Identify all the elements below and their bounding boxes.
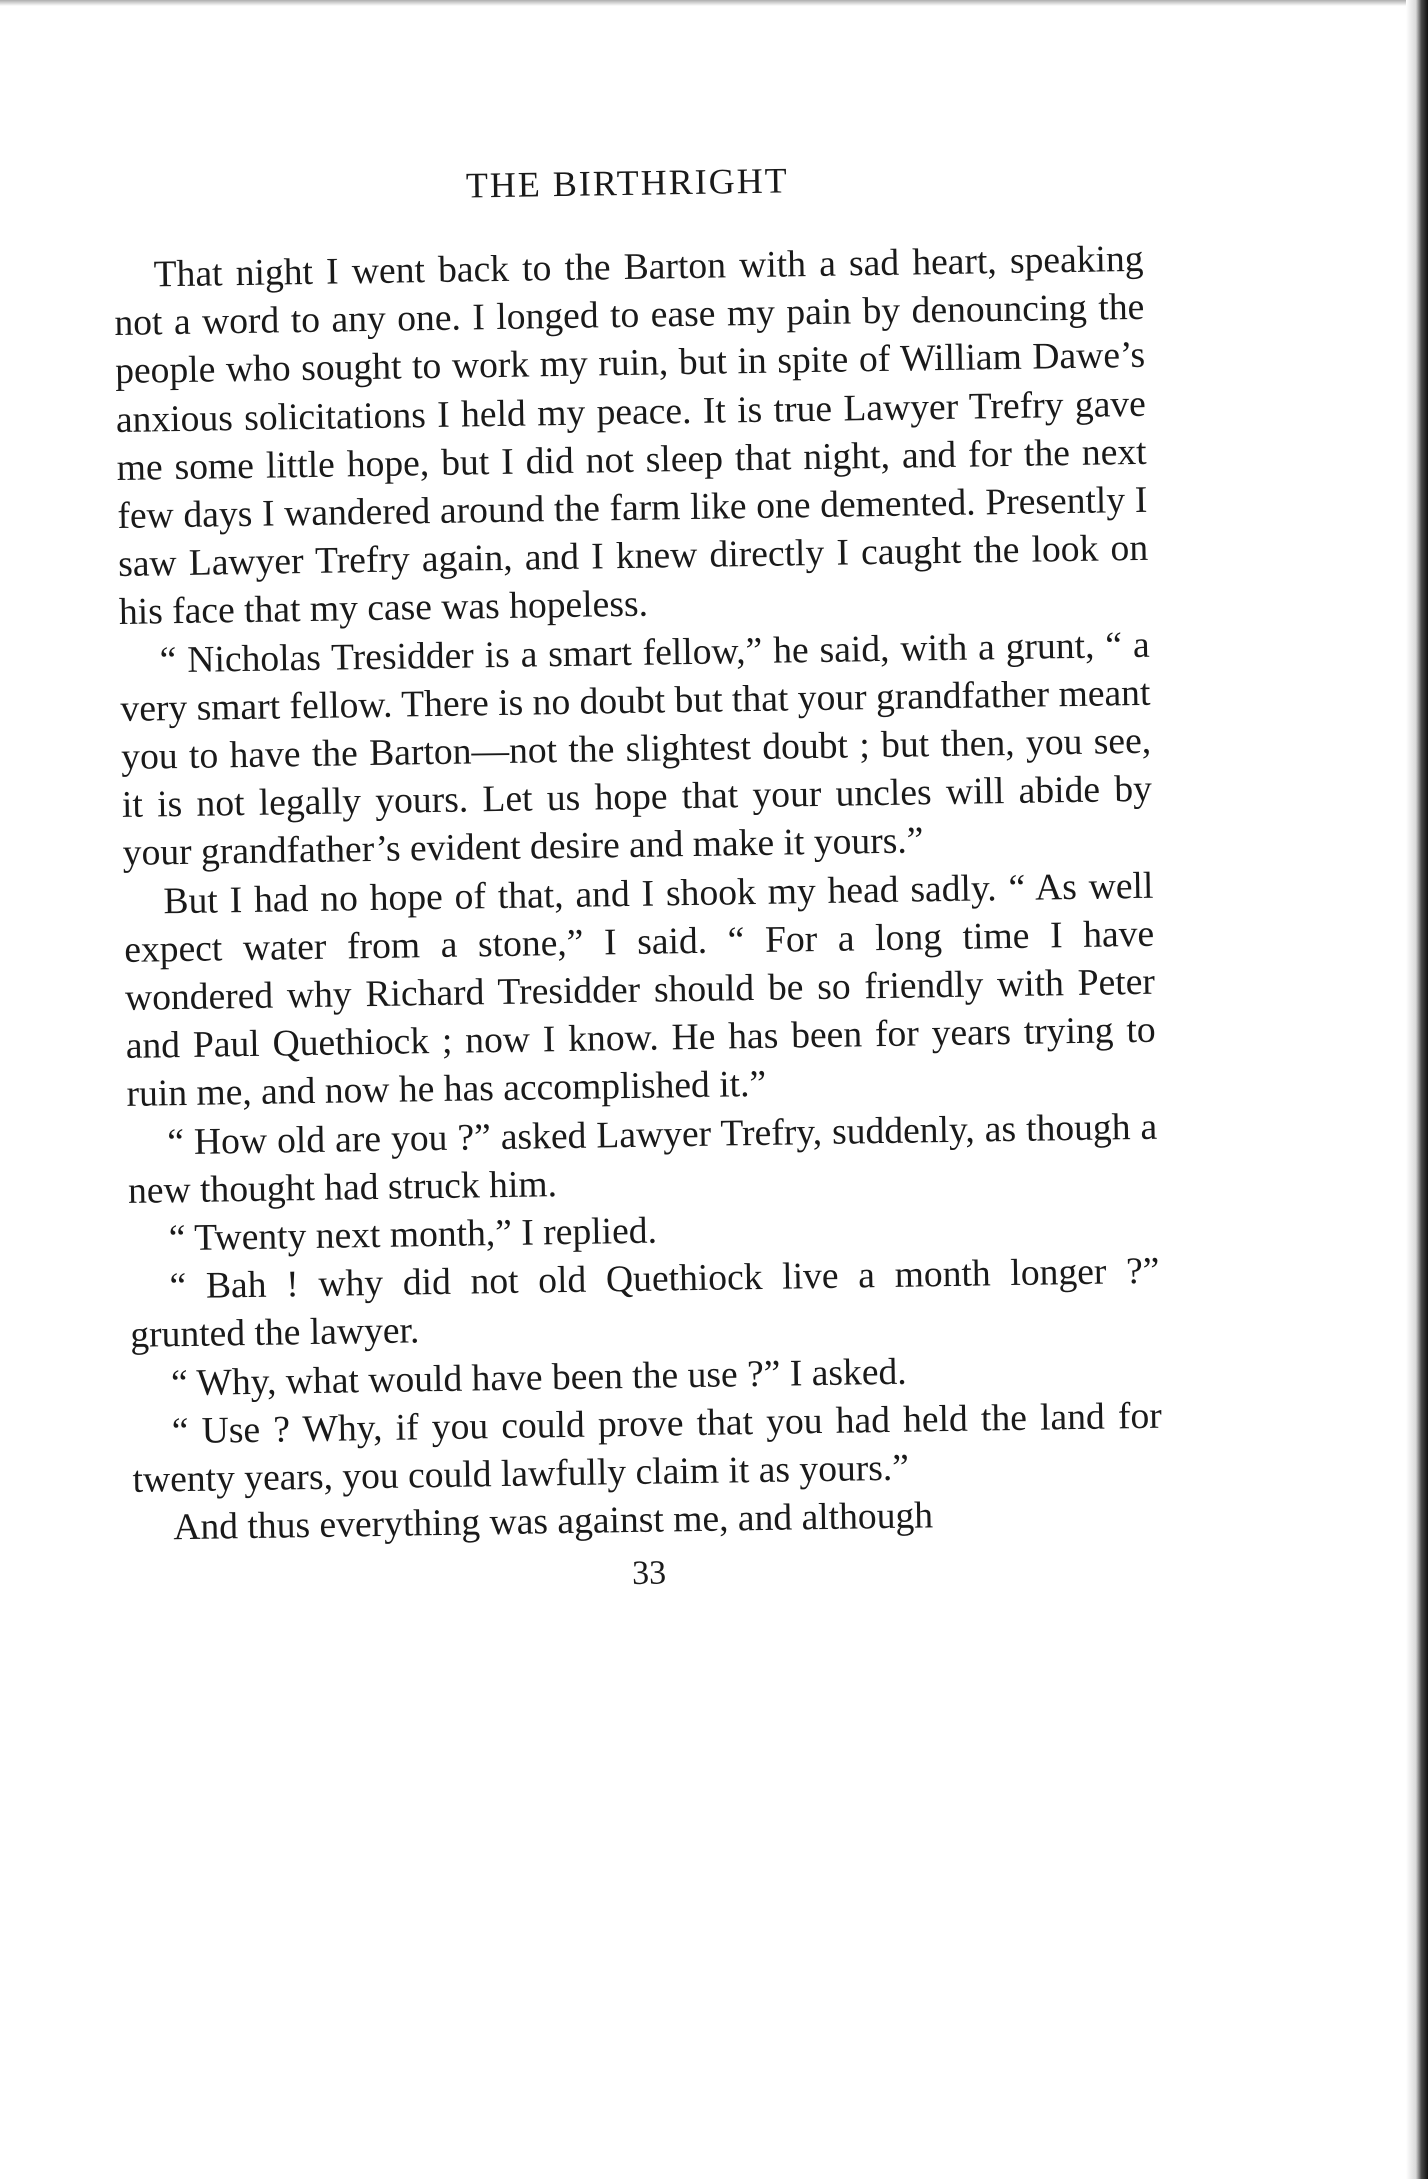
paragraph-8: “ Use ? Why, if you could prove that you had held the land for twenty years, you could lawfully claim it as yours.” xyxy=(132,1395,1163,1501)
page-right-edge-shadow xyxy=(1406,0,1428,2179)
paragraph-2: “ Nicholas Tresidder is a smart fellow,” he said, with a grunt, “ a very smart fellow. There is no doubt but that your grandfather meant you to have the Barton—not the slightest doubt ; but then, you see, it is not legally yours. Let us hope that your uncles will abide by your grandfather’s evident desire and make it yours.” xyxy=(120,624,1153,875)
book-page xyxy=(112,154,1164,1601)
page-top-edge-shadow xyxy=(0,0,1428,6)
paragraph-3: But I had no hope of that, and I shook my head sadly. “ As well expect water from a stone,” I said. “ For a long time I have wondered why Richard Tresidder should be so friendly with Peter and Paul Quethiock ; now I know. He has been for years trying to ruin me, and now he has accomplished it.” xyxy=(123,865,1156,1116)
paragraph-4: “ How old are you ?” asked Lawyer Trefry, suddenly, as though a new thought had struck him. xyxy=(127,1106,1158,1212)
paragraph-5: “ Twenty next month,” I replied. xyxy=(168,1210,658,1260)
paragraph-9: And thus everything was against me, and although xyxy=(173,1495,934,1549)
paragraph-7: “ Why, what would have been the use ?” I asked. xyxy=(170,1351,907,1404)
body-text xyxy=(113,236,1163,1554)
page-number: 33 xyxy=(631,1554,667,1593)
running-head: THE BIRTHRIGHT xyxy=(465,160,789,206)
paragraph-6: “ Bah ! why did not old Quethiock live a month longer ?” grunted the lawyer. xyxy=(129,1250,1160,1357)
paragraph-1: That night I went back to the Barton with a sad heart, speaking not a word to any one. I longed to ease my pain by denouncing the people who sought to work my ruin, but in spite of William Dawe’s anxious solicitations I held my peace. It is true Lawyer Trefry gave me some little hope, but I did not sleep that night, and for the next few days I wandered around the farm like one demented. Presently I saw Lawyer Trefry again, and I knew directly I caught the look on his face that my case was hopeless. xyxy=(114,238,1149,634)
